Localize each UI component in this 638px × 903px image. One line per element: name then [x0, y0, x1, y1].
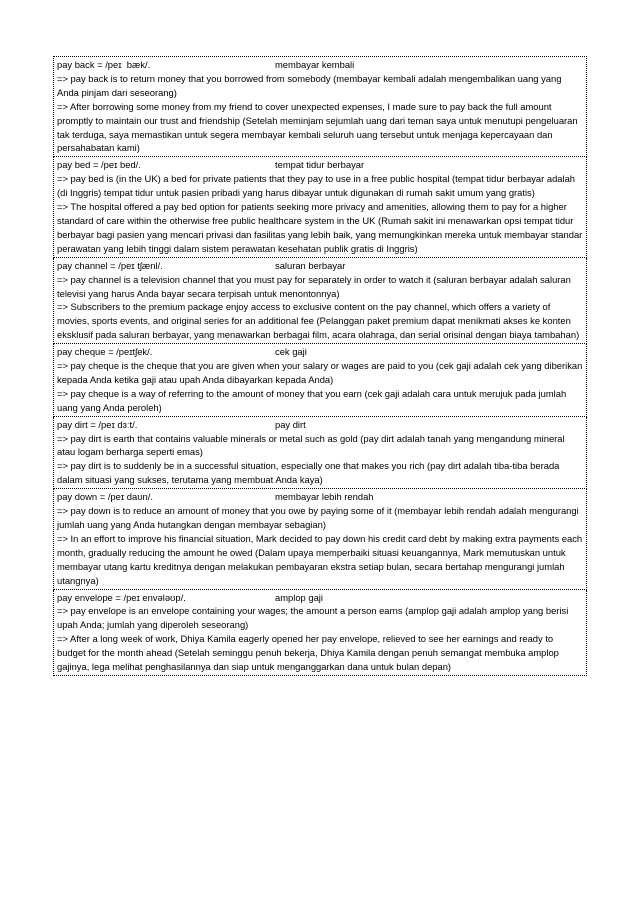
entry-heading	[57, 158, 583, 172]
entry-example: => In an effort to improve his financial situation, Mark decided to pay down his credit card debt by making extra payments each month, gradually reducing the amount he owed (Dalam upaya memperbaiki situasi keuangannya, Mark memutuskan untuk membayar utang kartu kreditnya dengan melakukan pembayaran ekstra setiap bulan, secara bertahap mengurangi jumlah utangnya)	[57, 532, 583, 586]
entry-term: pay channel = /peɪ tʃænl/.	[57, 259, 163, 271]
entry-translation: membayar lebih rendah	[275, 491, 374, 503]
vocab-entry	[53, 56, 587, 157]
entry-example: => pay cheque is a way of referring to the amount of money that you earn (cek gaji adalah cara untuk merujuk pada jumlah uang yang Anda peroleh)	[57, 387, 567, 413]
entry-translation: cek gaji	[275, 346, 307, 358]
entry-definition: => pay down is to reduce an amount of money that you owe by paying some of it (membayar lebih rendah adalah mengurangi jumlah uang yang Anda hutangkan dengan membayar sebagian)	[57, 505, 579, 530]
vocab-entry	[53, 344, 587, 417]
entry-term: pay envelope = /peɪ envələʊp/.	[57, 591, 186, 603]
entry-definition: => pay bed is (in the UK) a bed for private patients that they pay to use in a free public hospital (tempat tidur berbayar adalah (di Inggris) tempat tidur untuk pasien pribadi yang harus dibayar untuk digunakan di rumah sakit umum yang gratis)	[57, 173, 576, 199]
entry-term: pay down = /peɪ daʊn/.	[57, 491, 153, 503]
entry-example: => After a long week of work, Dhiya Kamila eagerly opened her pay envelope, relieved to see her earnings and ready to budget for the month ahead (Setelah seminggu penuh bekerja, Dhiya Kamila dengan penuh semangat membuka amplop gajinya, lega melihat penghasilannya dan siap untuk menganggarkan dana untuk bulan depan)	[57, 633, 559, 673]
entry-translation: membayar kembali	[275, 59, 355, 70]
vocab-entry	[53, 489, 587, 589]
entry-example: => After borrowing some money from my friend to cover unexpected expenses, I made sure to pay back the full amount promptly to maintain our trust and friendship (Setelah meminjam sejumlah uang dari teman saya untuk menutupi pengeluaran tak terduga, saya memastikan untuk segera membayar kembali seluruh uang tersebut untuk menjaga kepercayaan dan persahabatan kami)	[57, 100, 578, 154]
entry-definition: => pay dirt is earth that contains valuable minerals or metal such as gold (pay dirt adalah tanah yang mengandung mineral atau logam berharga seperti emas)	[57, 432, 565, 458]
entry-example: => pay dirt is to suddenly be in a successful situation, especially one that makes you rich (pay dirt adalah tiba-tiba berada dalam situasi yang sukses, terutama yang membuat Anda kaya)	[57, 460, 560, 486]
entry-translation: amplop gaji	[275, 591, 323, 603]
entry-definition: => pay back is to return money that you borrowed from somebody (membayar kembali adalah mengembalikan uang yang Anda pinjam dari seseorang)	[57, 72, 562, 98]
entry-example: => The hospital offered a pay bed option for patients seeking more privacy and amenities, allowing them to pay for a higher standard of care within the otherwise free public healthcare system in the UK (Rumah sakit ini menawarkan opsi tempat tidur berbayar bagi pasien yang mencari privasi dan fasilitas yang lebih baik, yang memungkinkan mereka untuk membayar standar perawatan yang lebih tinggi dalam sistem perawatan kesehatan publik gratis di Inggris)	[57, 201, 583, 254]
entry-heading	[57, 490, 583, 504]
entry-definition: => pay envelope is an envelope containing your wages; the amount a person earns (amplop gaji adalah amplop yang berisi upah Anda; jumlah yang diperoleh seseorang)	[57, 605, 569, 631]
entry-term: pay bed = /peɪ bed/.	[57, 159, 141, 171]
entry-translation: tempat tidur berbayar	[275, 159, 365, 171]
entry-definition: => pay channel is a television channel that you must pay for separately in order to watch it (saluran berbayar adalah saluran televisi yang harus Anda bayar secara terpisah untuk menontonnya)	[57, 273, 571, 299]
vocabulary-list	[53, 56, 587, 676]
entry-translation: pay dirt	[275, 418, 306, 430]
vocab-entry	[53, 258, 587, 344]
entry-term: pay back = /peɪ bæk/.	[57, 59, 151, 70]
entry-heading	[57, 591, 583, 605]
entry-translation: saluran berbayar	[275, 259, 346, 271]
entry-term: pay dirt = /peɪ dɜːt/.	[57, 418, 138, 430]
vocab-entry	[53, 590, 587, 676]
vocab-entry	[53, 157, 587, 257]
entry-term: pay cheque = /peɪtʃek/.	[57, 346, 153, 358]
entry-heading	[57, 58, 583, 72]
entry-example: => Subscribers to the premium package enjoy access to exclusive content on the pay channel, which offers a variety of movies, sports events, and original series for an additional fee (Pelanggan paket premium dapat menikmati akses ke konten eksklusif pada saluran berbayar, yang menawarkan berbagai film, acara olahraga, dan serial orisinal dengan biaya tambahan)	[57, 301, 580, 341]
entry-definition: => pay cheque is the cheque that you are given when your salary or wages are paid to you (cek gaji adalah cek yang diberikan kepada Anda ketika gaji atau upah Anda dibayarkan kepada Anda)	[57, 360, 583, 385]
entry-heading	[57, 345, 583, 359]
entry-heading	[57, 259, 583, 273]
entry-heading	[57, 418, 583, 432]
vocab-entry	[53, 417, 587, 490]
